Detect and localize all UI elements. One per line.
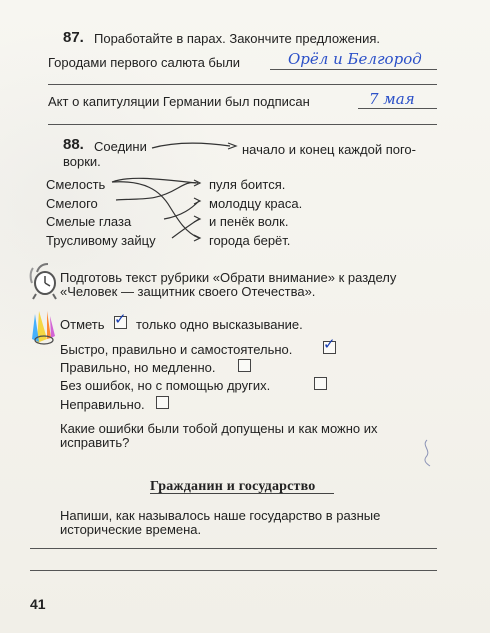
- option-checkbox-2[interactable]: [238, 359, 251, 372]
- task-87-number: 87.: [63, 29, 84, 46]
- option-label-4: Неправильно.: [60, 397, 145, 412]
- answer-line-2: [358, 108, 437, 109]
- proverb-left-1: Смелость: [46, 177, 106, 192]
- option-label-3: Без ошибок, но с помощью других.: [60, 378, 271, 393]
- answer-line-4: [30, 570, 437, 571]
- writing-line-2: [48, 124, 437, 125]
- option-checkbox-1[interactable]: [323, 336, 336, 354]
- task-88-number: 88.: [63, 136, 84, 153]
- proverb-right-2: молодцу краса.: [209, 196, 303, 211]
- section-task-line-2: исторические времена.: [60, 522, 202, 537]
- proverb-right-3: и пенёк волк.: [209, 214, 289, 229]
- intro-check-mark: ✓: [114, 311, 127, 328]
- proverb-left-4: Трусливому зайцу: [46, 233, 156, 248]
- task-88-prompt-second: начало и конец каждой пого-: [242, 142, 416, 157]
- option-label-1: Быстро, правильно и самостоятельно.: [60, 342, 293, 357]
- errors-question-line-2: исправить?: [60, 435, 130, 450]
- option-checkbox-3[interactable]: [314, 377, 327, 390]
- task-88-prompt-third: ворки.: [63, 154, 101, 169]
- proverb-left-2: Смелого: [46, 196, 98, 211]
- section-task-line-1: Напиши, как называлось наше государство в разные: [60, 508, 381, 523]
- palette-icon: [29, 309, 57, 347]
- answer-line-3: [30, 548, 437, 549]
- proverb-left-3: Смелые глаза: [46, 214, 132, 229]
- capitulation-label: Акт о капитуляции Германии был подписан: [48, 94, 310, 109]
- task-88-prompt-first: Соедини: [94, 139, 147, 154]
- prepare-text-line-1: Подготовь текст рубрики «Обрати внимание» к разделу: [60, 270, 397, 285]
- option-label-2: Правильно, но медленно.: [60, 360, 216, 375]
- instruction-arrow: [150, 138, 240, 156]
- proverb-right-1: пуля боится.: [209, 177, 286, 192]
- proverb-right-4: города берёт.: [209, 233, 291, 248]
- proverb-connection-lines: [100, 170, 210, 250]
- salute-cities-label: Городами первого салюта были: [48, 55, 241, 70]
- capitulation-answer: 7 мая: [369, 90, 415, 108]
- task-87-instruction: Поработайте в парах. Закончите предложения.: [94, 31, 380, 46]
- small-scribble-mark: [416, 438, 438, 468]
- salute-cities-answer: Орёл и Белгород: [288, 50, 422, 68]
- check-intro-after: только одно высказывание.: [136, 317, 303, 332]
- intro-checkbox: [114, 311, 127, 329]
- answer-line-1: [270, 69, 437, 70]
- option-check-mark-1: ✓: [323, 336, 336, 353]
- page-number: 41: [30, 596, 46, 612]
- section-title: Гражданин и государство: [150, 479, 316, 494]
- option-checkbox-4[interactable]: [156, 396, 169, 409]
- errors-question-line-1: Какие ошибки были тобой допущены и как можно их: [60, 421, 378, 436]
- prepare-text-line-2: «Человек — защитник своего Отечества».: [60, 284, 316, 299]
- clock-icon: [28, 258, 60, 302]
- check-intro-before: Отметь: [60, 317, 105, 332]
- writing-line-1: [48, 84, 437, 85]
